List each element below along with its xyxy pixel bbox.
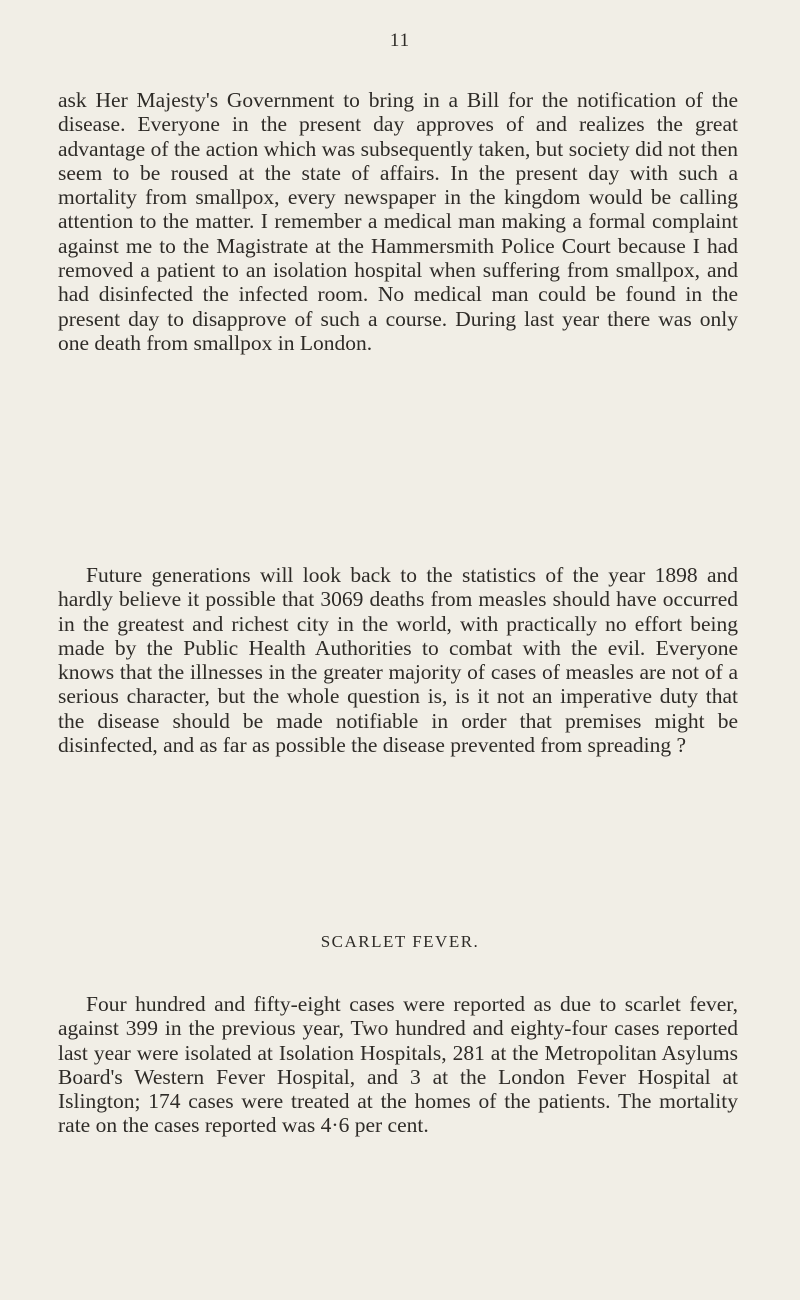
paragraph-text: ask Her Majesty's Government to bring in a Bill for the notification of the disease. Everyone in the present day approves of and realizes the great advantage of the action which was subsequently taken, but society did not then seem to be roused at the state of affairs. In the present day with such a mortality from smallpox, every newspaper in the kingdom would be calling attention to the matter. I remember a medical man making a formal complaint against me to the Magistrate at the Hammersmith Police Court because I had removed a patient to an isolation hospital when suffering from smallpox, and had disinfected the infected room. No medical man could be found in the present day to disapprove of such a course. During last year there was only one death from smallpox in London. [58,88,738,355]
paragraph-text: Future generations will look back to the statistics of the year 1898 and hardly believe it possible that 3069 deaths from measles should have occurred in the greatest and richest city in the world, with practically no effort being made by the Public Health Authorities to combat with the evil. Everyone knows that the illnesses in the greater majority of cases of measles are not of a serious character, but the whole question is, is it not an imperative duty that the disease should be made notifiable in order that premises might be disinfected, and as far as possible the disease prevented from spreading ? [58,563,738,758]
paragraph-scarlet-fever [58,992,738,1138]
paragraph-smallpox [58,88,738,355]
paragraph-measles [58,563,738,757]
paragraph-text: Four hundred and fifty-eight cases were reported as due to scarlet fever, against 399 in the previous year, Two hundred and eighty-four cases reported last year were isolated at Isolation Hospitals, 281 at the Metropolitan Asylums Board's Western Fever Hospital, and 3 at the London Fever Hospital at Islington; 174 cases were treated at the homes of the patients. The mortality rate on the cases reported was 4·6 per cent. [58,992,738,1138]
page-number: 11 [389,30,411,51]
section-heading-scarlet-fever: SCARLET FEVER. [320,932,480,951]
